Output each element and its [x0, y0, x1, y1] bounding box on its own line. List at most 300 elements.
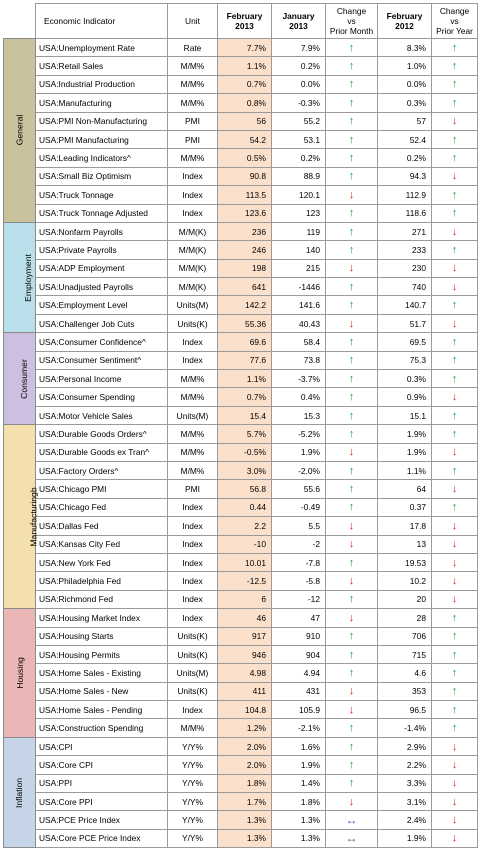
header-change-month-line3: Prior Month [329, 26, 374, 36]
arrow-up-icon: ↑ [451, 685, 458, 698]
table-row [4, 204, 478, 222]
unit-cell: M/M% [168, 149, 218, 167]
value-jan-2013: 105.9 [272, 701, 326, 719]
arrow-up-icon: ↑ [451, 703, 458, 716]
table-row [4, 130, 478, 148]
arrow-up-icon: ↑ [348, 280, 355, 293]
table-row [4, 756, 478, 774]
unit-cell: Y/Y% [168, 756, 218, 774]
value-feb-2012: 2.9% [378, 737, 432, 755]
arrow-up-icon: ↑ [451, 427, 458, 440]
table-row [4, 333, 478, 351]
unit-cell: Units(M) [168, 296, 218, 314]
arrow-down-icon: ↓ [451, 115, 458, 128]
category-label: Housing [14, 657, 25, 689]
unit-cell: M/M(K) [168, 278, 218, 296]
change-month-arrow [326, 388, 378, 406]
change-year-arrow [432, 167, 478, 185]
value-jan-2013: 1.9% [272, 443, 326, 461]
unit-cell: Index [168, 701, 218, 719]
arrow-up-icon: ↑ [348, 666, 355, 679]
value-feb-2012: 64 [378, 480, 432, 498]
value-jan-2013: 141.6 [272, 296, 326, 314]
value-feb-2013: 56.8 [218, 480, 272, 498]
table-row [4, 811, 478, 829]
value-feb-2012: 1.9% [378, 443, 432, 461]
value-feb-2012: 3.3% [378, 774, 432, 792]
change-month-arrow [326, 75, 378, 93]
table-row [4, 609, 478, 627]
value-feb-2013: 0.44 [218, 498, 272, 516]
change-year-arrow [432, 682, 478, 700]
value-feb-2013: 90.8 [218, 167, 272, 185]
value-jan-2013: 0.0% [272, 75, 326, 93]
arrow-down-icon: ↓ [451, 556, 458, 569]
value-feb-2012: 96.5 [378, 701, 432, 719]
table-row [4, 461, 478, 479]
table-row [4, 296, 478, 314]
table-row [4, 517, 478, 535]
indicator-name: USA:PPI [36, 774, 168, 792]
change-year-arrow [432, 737, 478, 755]
unit-cell: Index [168, 590, 218, 608]
arrow-down-icon: ↓ [451, 483, 458, 496]
table-row [4, 222, 478, 240]
indicator-name: USA:CPI [36, 737, 168, 755]
unit-cell: M/M% [168, 443, 218, 461]
table-row [4, 94, 478, 112]
arrow-down-icon: ↓ [451, 814, 458, 827]
table-row [4, 351, 478, 369]
table-row [4, 241, 478, 259]
value-feb-2013: 917 [218, 627, 272, 645]
change-year-arrow [432, 75, 478, 93]
change-year-arrow [432, 296, 478, 314]
change-month-arrow [326, 535, 378, 553]
indicator-name: USA:PCE Price Index [36, 811, 168, 829]
value-jan-2013: 910 [272, 627, 326, 645]
value-feb-2013: 0.7% [218, 75, 272, 93]
indicator-name: USA:Home Sales - New [36, 682, 168, 700]
unit-cell: Index [168, 351, 218, 369]
value-feb-2012: 1.0% [378, 57, 432, 75]
arrow-up-icon: ↑ [451, 630, 458, 643]
value-feb-2012: 8.3% [378, 39, 432, 57]
value-jan-2013: -7.8 [272, 553, 326, 571]
change-year-arrow [432, 719, 478, 737]
value-jan-2013: 431 [272, 682, 326, 700]
table-row [4, 701, 478, 719]
change-year-arrow [432, 535, 478, 553]
unit-cell: PMI [168, 130, 218, 148]
value-feb-2013: -12.5 [218, 572, 272, 590]
arrow-up-icon: ↑ [348, 372, 355, 385]
value-feb-2013: 15.4 [218, 406, 272, 424]
indicator-name: USA:Motor Vehicle Sales [36, 406, 168, 424]
value-feb-2012: 0.37 [378, 498, 432, 516]
value-jan-2013: 1.9% [272, 756, 326, 774]
indicator-name: USA:New York Fed [36, 553, 168, 571]
change-month-arrow [326, 517, 378, 535]
value-jan-2013: 904 [272, 645, 326, 663]
arrow-down-icon: ↓ [451, 262, 458, 275]
table-row [4, 425, 478, 443]
indicator-name: USA:Housing Permits [36, 645, 168, 663]
change-year-arrow [432, 351, 478, 369]
indicator-name: USA:Kansas City Fed [36, 535, 168, 553]
change-year-arrow [432, 388, 478, 406]
table-row [4, 75, 478, 93]
header-blank [4, 4, 36, 39]
table-row [4, 553, 478, 571]
indicator-name: USA:Dallas Fed [36, 517, 168, 535]
arrow-up-icon: ↑ [451, 207, 458, 220]
arrow-up-icon: ↑ [348, 243, 355, 256]
change-month-arrow [326, 480, 378, 498]
table-row [4, 370, 478, 388]
change-month-arrow [326, 443, 378, 461]
header-row [4, 4, 478, 39]
category-label: Inflation [14, 777, 25, 808]
indicator-name: USA:Home Sales - Existing [36, 664, 168, 682]
arrow-up-icon: ↑ [451, 41, 458, 54]
unit-cell: Units(K) [168, 645, 218, 663]
arrow-up-icon: ↑ [348, 464, 355, 477]
indicator-name: USA:Home Sales - Pending [36, 701, 168, 719]
arrow-down-icon: ↓ [348, 685, 355, 698]
arrow-up-icon: ↑ [348, 207, 355, 220]
change-month-arrow [326, 645, 378, 663]
header-feb-2013 [218, 4, 272, 39]
arrow-down-icon: ↓ [451, 538, 458, 551]
arrow-down-icon: ↓ [348, 703, 355, 716]
table-row [4, 314, 478, 332]
change-month-arrow [326, 811, 378, 829]
value-feb-2012: 706 [378, 627, 432, 645]
value-feb-2012: 0.3% [378, 370, 432, 388]
change-month-arrow [326, 572, 378, 590]
arrow-up-icon: ↑ [451, 648, 458, 661]
change-year-arrow [432, 259, 478, 277]
value-jan-2013: 58.4 [272, 333, 326, 351]
value-feb-2013: 77.6 [218, 351, 272, 369]
arrow-up-icon: ↑ [348, 758, 355, 771]
unit-cell: M/M% [168, 370, 218, 388]
value-jan-2013: 120.1 [272, 186, 326, 204]
unit-cell: Index [168, 167, 218, 185]
value-feb-2012: 10.2 [378, 572, 432, 590]
value-jan-2013: 119 [272, 222, 326, 240]
change-month-arrow [326, 406, 378, 424]
arrow-up-icon: ↑ [348, 409, 355, 422]
unit-cell: Rate [168, 39, 218, 57]
value-feb-2013: 1.1% [218, 370, 272, 388]
change-year-arrow [432, 149, 478, 167]
value-feb-2013: 0.5% [218, 149, 272, 167]
change-month-arrow [326, 149, 378, 167]
change-year-arrow [432, 627, 478, 645]
value-feb-2013: 1.3% [218, 811, 272, 829]
indicator-name: USA:Durable Goods Orders^ [36, 425, 168, 443]
change-year-arrow [432, 222, 478, 240]
value-feb-2013: 123.6 [218, 204, 272, 222]
change-year-arrow [432, 553, 478, 571]
arrow-down-icon: ↓ [348, 519, 355, 532]
indicator-name: USA:Private Payrolls [36, 241, 168, 259]
table-row [4, 57, 478, 75]
value-feb-2012: 230 [378, 259, 432, 277]
value-feb-2012: 20 [378, 590, 432, 608]
indicator-name: USA:Chicago PMI [36, 480, 168, 498]
arrow-up-icon: ↑ [451, 722, 458, 735]
change-month-arrow [326, 370, 378, 388]
table-row [4, 664, 478, 682]
change-year-arrow [432, 241, 478, 259]
category-cell [4, 737, 36, 847]
unit-cell: PMI [168, 112, 218, 130]
change-month-arrow [326, 756, 378, 774]
arrow-up-icon: ↑ [348, 722, 355, 735]
table-row [4, 406, 478, 424]
unit-cell: Units(K) [168, 314, 218, 332]
arrow-down-icon: ↓ [348, 538, 355, 551]
value-feb-2013: 3.0% [218, 461, 272, 479]
arrow-up-icon: ↑ [348, 427, 355, 440]
value-feb-2012: 233 [378, 241, 432, 259]
change-year-arrow [432, 425, 478, 443]
unit-cell: M/M% [168, 94, 218, 112]
unit-cell: Index [168, 186, 218, 204]
change-month-arrow [326, 278, 378, 296]
change-year-arrow [432, 278, 478, 296]
value-feb-2012: 3.1% [378, 793, 432, 811]
category-cell [4, 425, 39, 609]
value-feb-2013: 1.3% [218, 829, 272, 847]
unit-cell: Index [168, 572, 218, 590]
indicator-name: USA:Consumer Sentiment^ [36, 351, 168, 369]
change-month-arrow [326, 259, 378, 277]
indicator-name: USA:Consumer Confidence^ [36, 333, 168, 351]
arrow-up-icon: ↑ [451, 243, 458, 256]
header-change-year [432, 4, 478, 39]
value-feb-2013: 56 [218, 112, 272, 130]
value-feb-2013: 1.2% [218, 719, 272, 737]
value-feb-2012: 75.3 [378, 351, 432, 369]
arrow-down-icon: ↓ [348, 188, 355, 201]
arrow-up-icon: ↑ [348, 152, 355, 165]
header-feb-2013-line1: February [226, 11, 263, 21]
header-feb-2013-line2: 2013 [235, 21, 254, 31]
value-jan-2013: 40.43 [272, 314, 326, 332]
value-feb-2012: 94.3 [378, 167, 432, 185]
unit-cell: Index [168, 553, 218, 571]
change-year-arrow [432, 443, 478, 461]
indicator-name: USA:Richmond Fed [36, 590, 168, 608]
change-month-arrow [326, 682, 378, 700]
value-jan-2013: 0.2% [272, 57, 326, 75]
value-feb-2012: 715 [378, 645, 432, 663]
value-feb-2012: -1.4% [378, 719, 432, 737]
value-jan-2013: -3.7% [272, 370, 326, 388]
value-jan-2013: 0.2% [272, 149, 326, 167]
value-feb-2012: 1.9% [378, 829, 432, 847]
table-row [4, 774, 478, 792]
unit-cell: M/M(K) [168, 241, 218, 259]
value-jan-2013: -12 [272, 590, 326, 608]
value-jan-2013: 0.4% [272, 388, 326, 406]
unit-cell: Index [168, 333, 218, 351]
value-feb-2013: 641 [218, 278, 272, 296]
change-month-arrow [326, 498, 378, 516]
value-feb-2012: 52.4 [378, 130, 432, 148]
arrow-down-icon: ↓ [451, 795, 458, 808]
value-jan-2013: 123 [272, 204, 326, 222]
change-month-arrow [326, 719, 378, 737]
unit-cell: M/M% [168, 75, 218, 93]
arrow-up-icon: ↑ [348, 41, 355, 54]
unit-cell: M/M% [168, 425, 218, 443]
indicator-name: USA:Construction Spending [36, 719, 168, 737]
indicator-name: USA:Industrial Production [36, 75, 168, 93]
economic-indicator-table [3, 3, 478, 848]
value-feb-2013: 2.2 [218, 517, 272, 535]
category-label: Employment [22, 253, 33, 302]
value-jan-2013: -5.2% [272, 425, 326, 443]
value-jan-2013: 7.9% [272, 39, 326, 57]
table-row [4, 719, 478, 737]
change-month-arrow [326, 130, 378, 148]
table-row [4, 829, 478, 847]
value-feb-2012: 15.1 [378, 406, 432, 424]
header-change-month-line2: vs [347, 16, 356, 26]
header-feb-2012-line1: February [386, 11, 423, 21]
arrow-up-icon: ↑ [451, 299, 458, 312]
change-month-arrow [326, 701, 378, 719]
value-jan-2013: 88.9 [272, 167, 326, 185]
arrow-up-icon: ↑ [348, 299, 355, 312]
value-feb-2012: 57 [378, 112, 432, 130]
indicator-name: USA:Chicago Fed [36, 498, 168, 516]
category-label: General [14, 115, 25, 146]
value-feb-2013: 104.8 [218, 701, 272, 719]
table-row [4, 39, 478, 57]
category-label: Consumer [18, 358, 29, 399]
arrow-up-icon: ↑ [348, 501, 355, 514]
arrow-up-icon: ↑ [451, 501, 458, 514]
value-feb-2013: 55.36 [218, 314, 272, 332]
value-feb-2012: 4.6 [378, 664, 432, 682]
value-feb-2013: 1.1% [218, 57, 272, 75]
change-year-arrow [432, 112, 478, 130]
table-row [4, 682, 478, 700]
header-change-month-line1: Change [336, 6, 367, 16]
change-year-arrow [432, 370, 478, 388]
arrow-up-icon: ↑ [348, 225, 355, 238]
change-year-arrow [432, 314, 478, 332]
change-year-arrow [432, 811, 478, 829]
table-row [4, 590, 478, 608]
arrow-down-icon: ↓ [451, 317, 458, 330]
arrow-up-icon: ↑ [451, 464, 458, 477]
change-month-arrow [326, 829, 378, 847]
value-feb-2012: 19.53 [378, 553, 432, 571]
arrow-up-icon: ↑ [348, 60, 355, 73]
arrow-up-icon: ↑ [348, 648, 355, 661]
header-feb-2012-line2: 2012 [395, 21, 414, 31]
indicator-name: USA:Core PCE Price Index [36, 829, 168, 847]
unit-cell: Units(K) [168, 682, 218, 700]
arrow-left-right-icon: ↔ [345, 830, 358, 845]
unit-cell: Y/Y% [168, 811, 218, 829]
value-feb-2013: 1.7% [218, 793, 272, 811]
arrow-up-icon: ↑ [348, 115, 355, 128]
category-cell [4, 222, 36, 332]
arrow-up-icon: ↑ [348, 78, 355, 91]
arrow-up-icon: ↑ [348, 593, 355, 606]
arrow-up-icon: ↑ [451, 60, 458, 73]
header-change-year-line2: vs [450, 16, 459, 26]
value-jan-2013: 1.3% [272, 829, 326, 847]
change-year-arrow [432, 57, 478, 75]
value-feb-2013: 2.0% [218, 737, 272, 755]
arrow-up-icon: ↑ [348, 630, 355, 643]
category-cell [4, 39, 36, 223]
value-jan-2013: 55.2 [272, 112, 326, 130]
arrow-up-icon: ↑ [348, 740, 355, 753]
change-month-arrow [326, 774, 378, 792]
value-jan-2013: 15.3 [272, 406, 326, 424]
arrow-down-icon: ↓ [451, 777, 458, 790]
arrow-up-icon: ↑ [451, 78, 458, 91]
value-jan-2013: 47 [272, 609, 326, 627]
arrow-up-icon: ↑ [348, 483, 355, 496]
value-jan-2013: 1.4% [272, 774, 326, 792]
value-feb-2012: 0.2% [378, 149, 432, 167]
table-row [4, 627, 478, 645]
arrow-up-icon: ↑ [451, 152, 458, 165]
change-month-arrow [326, 590, 378, 608]
change-month-arrow [326, 112, 378, 130]
indicator-name: USA:Personal Income [36, 370, 168, 388]
value-feb-2012: 28 [378, 609, 432, 627]
value-feb-2012: 140.7 [378, 296, 432, 314]
unit-cell: M/M(K) [168, 259, 218, 277]
arrow-up-icon: ↑ [348, 335, 355, 348]
change-year-arrow [432, 701, 478, 719]
unit-cell: Units(M) [168, 664, 218, 682]
unit-cell: Index [168, 204, 218, 222]
change-month-arrow [326, 627, 378, 645]
change-month-arrow [326, 241, 378, 259]
table-row [4, 535, 478, 553]
arrow-down-icon: ↓ [451, 519, 458, 532]
arrow-up-icon: ↑ [348, 556, 355, 569]
indicator-name: USA:Durable Goods ex Tran^ [36, 443, 168, 461]
value-feb-2013: 142.2 [218, 296, 272, 314]
indicator-table-wrapper [3, 3, 477, 848]
value-feb-2012: 271 [378, 222, 432, 240]
value-feb-2013: 7.7% [218, 39, 272, 57]
change-year-arrow [432, 609, 478, 627]
arrow-down-icon: ↓ [348, 611, 355, 624]
table-row [4, 259, 478, 277]
arrow-up-icon: ↑ [451, 611, 458, 624]
arrow-down-icon: ↓ [451, 170, 458, 183]
arrow-down-icon: ↓ [348, 795, 355, 808]
change-year-arrow [432, 461, 478, 479]
value-feb-2013: 1.8% [218, 774, 272, 792]
unit-cell: Y/Y% [168, 829, 218, 847]
